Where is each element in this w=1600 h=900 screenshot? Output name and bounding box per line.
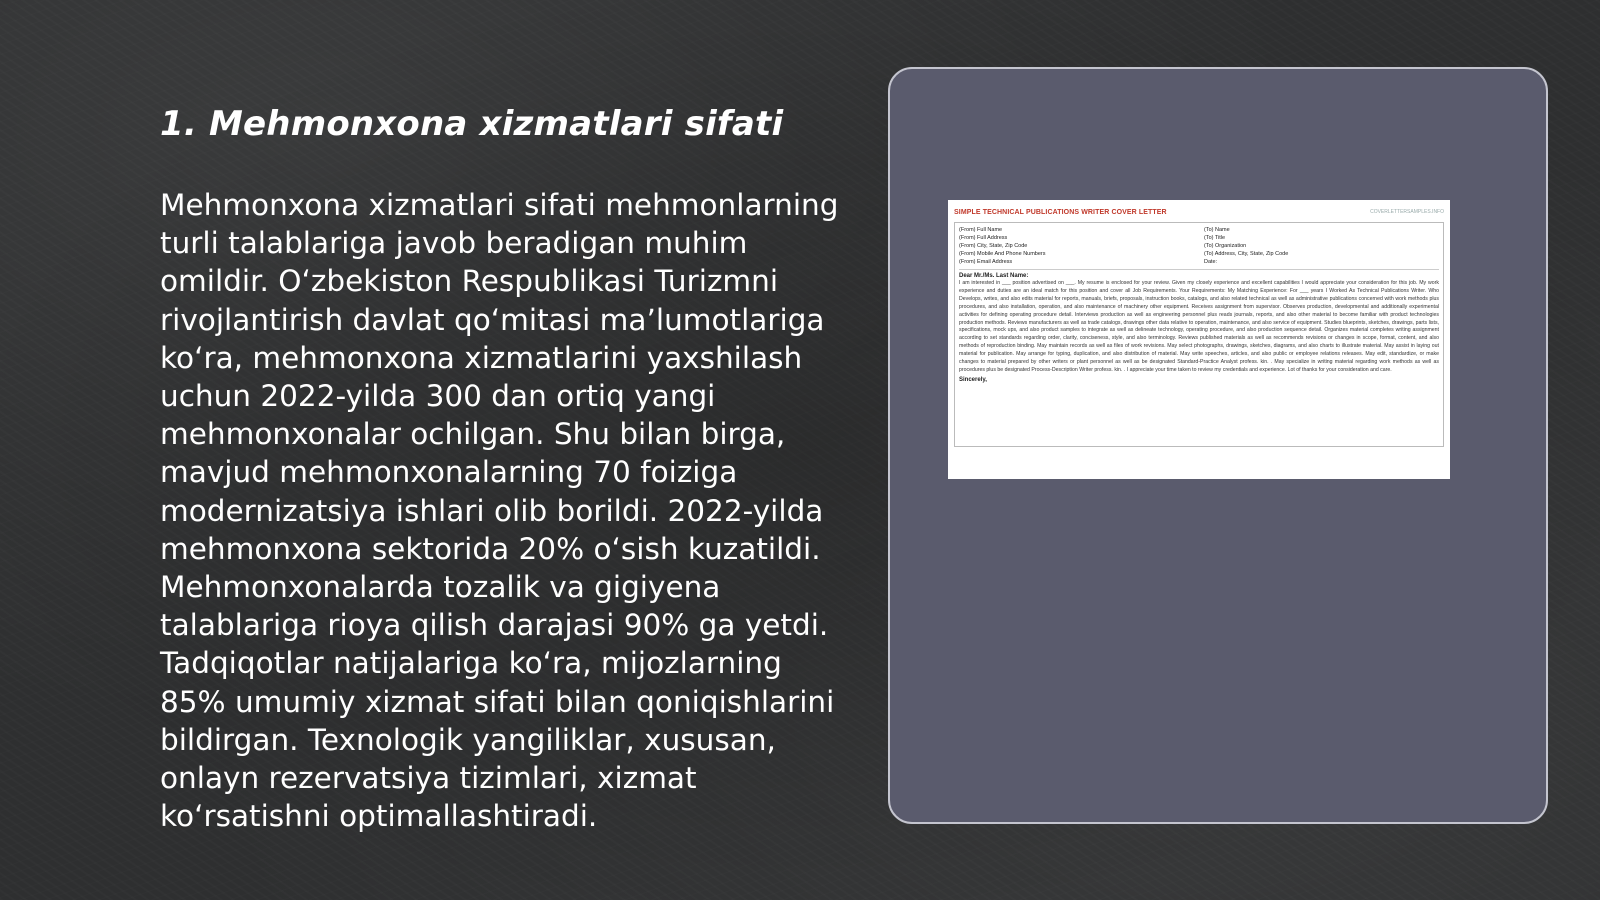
cover-letter-brand: COVERLETTERSAMPLES.INFO <box>1370 209 1444 215</box>
address-block <box>959 226 1439 270</box>
from-line: (From) City, State, Zip Code <box>959 243 1028 249</box>
to-line: Date: <box>1204 259 1218 265</box>
from-line: (From) Full Name <box>959 227 1003 233</box>
cover-letter-header <box>954 206 1444 218</box>
to-address <box>1204 226 1439 266</box>
letter-salutation: Dear Mr./Ms. Last Name: <box>959 273 1029 279</box>
to-line: (To) Address, City, State, Zip Code <box>1204 251 1289 257</box>
from-line: (From) Email Address <box>959 259 1013 265</box>
from-line: (From) Mobile And Phone Numbers <box>959 251 1046 257</box>
cover-letter-frame <box>954 222 1444 447</box>
from-address <box>959 226 1194 266</box>
slide-body-text: Mehmonxona xizmatlari sifati mehmonlarning turli talablariga javob beradigan muhim omildir. O‘zbekiston Respublikasi Turizmni rivojlantirish davlat qo‘mitasi ma’lumotlariga ko‘ra, mehmonxona xizmatlarini yaxshilash uchun 2022-yilda 300 dan ortiq yangi mehmonxonalar ochilgan. Shu bilan birga, mavjud mehmonxonalarning 70 foiziga modernizatsiya ishlari olib borildi. 2022-yilda mehmonxona sektorida 20% o‘sish kuzatildi. Mehmonxonalarda tozalik va gigiyena talablariga rioya qilish darajasi 90% ga yetdi. Tadqiqotlar natijalariga ko‘ra, mijozlarning 85% umumiy xizmat sifati bilan qoniqishlarini bildirgan. Texnologik yangiliklar, xususan, onlayn rezervatsiya tizimlari, xizmat ko‘rsatishni optimallashtiradi. <box>160 188 839 834</box>
to-line: (To) Name <box>1204 227 1230 233</box>
letter-body: I am interested in ___ position advertised on ___. My resume is enclosed for your review. Given my closely experience and excellent capabilities I would appreciate your consideration for this job. My work experience and duties are an ideal match for this position and cover all Job Requirements. Your Requirements: My Matching Experience: For ___ years I Worked As Technical Publications Writer. Who Develops, writes, and also edits material for reports, manuals, briefs, proposals, instruction books, catalogs, and also related technical as well as administrative publications concerned with work methods plus procedures, and also installation, operation, and also maintenance of machinery other equipment. Receives assignment from supervisor. Observes production, developmental and additionally experimental activities for defining operating procedure detail. Interviews production as well as engineering personnel plus reads journals, reports, and also other material to become familiar with product technologies production methods. Reviews manufacturers as well as trade catalogs, drawings other data relative to operation, maintenance, and also service of equipment. Studies blueprints, sketches, drawings, parts lists, specifications, mock ups, and also product samples to integrate as well as delineate technology, operating procedure, and also production sequence detail. Organizes material completes writing assignment according to set standards regarding order, clarity, conciseness, style, and also terminology. Reviews published materials as well as recommends revisions or changes in scope, format, content, and also methods of reproduction binding. May maintain records as well as files of work revisions. May select photographs, drawings, sketches, diagrams, and also charts to illustrate material. May assist in laying out material for publication. May arrange for typing, duplication, and also distribution of material. May write speeches, articles, and also public or employee relations releases. May edit, standardize, or make changes to material prepared by other writers or plant personnel as well as be designated Standard-Practice Analyst profess. kin. . May specialize in writing material regarding work methods as well as procedures plus be designated Process-Description Writer profess. kin. . I appreciate your time taken to review my credentials and experience. Lot of thanks for your consideration and care. <box>959 280 1439 373</box>
from-line: (From) Full Address <box>959 235 1008 241</box>
to-line: (To) Title <box>1204 235 1226 241</box>
cover-letter-image <box>948 200 1450 479</box>
slide-title: 1. Mehmonxona xizmatlari sifati <box>160 104 784 144</box>
to-line: (To) Organization <box>1204 243 1247 249</box>
letter-closing: Sincerely, <box>959 376 987 383</box>
cover-letter-title: SIMPLE TECHNICAL PUBLICATIONS WRITER COVER LETTER <box>954 208 1167 216</box>
